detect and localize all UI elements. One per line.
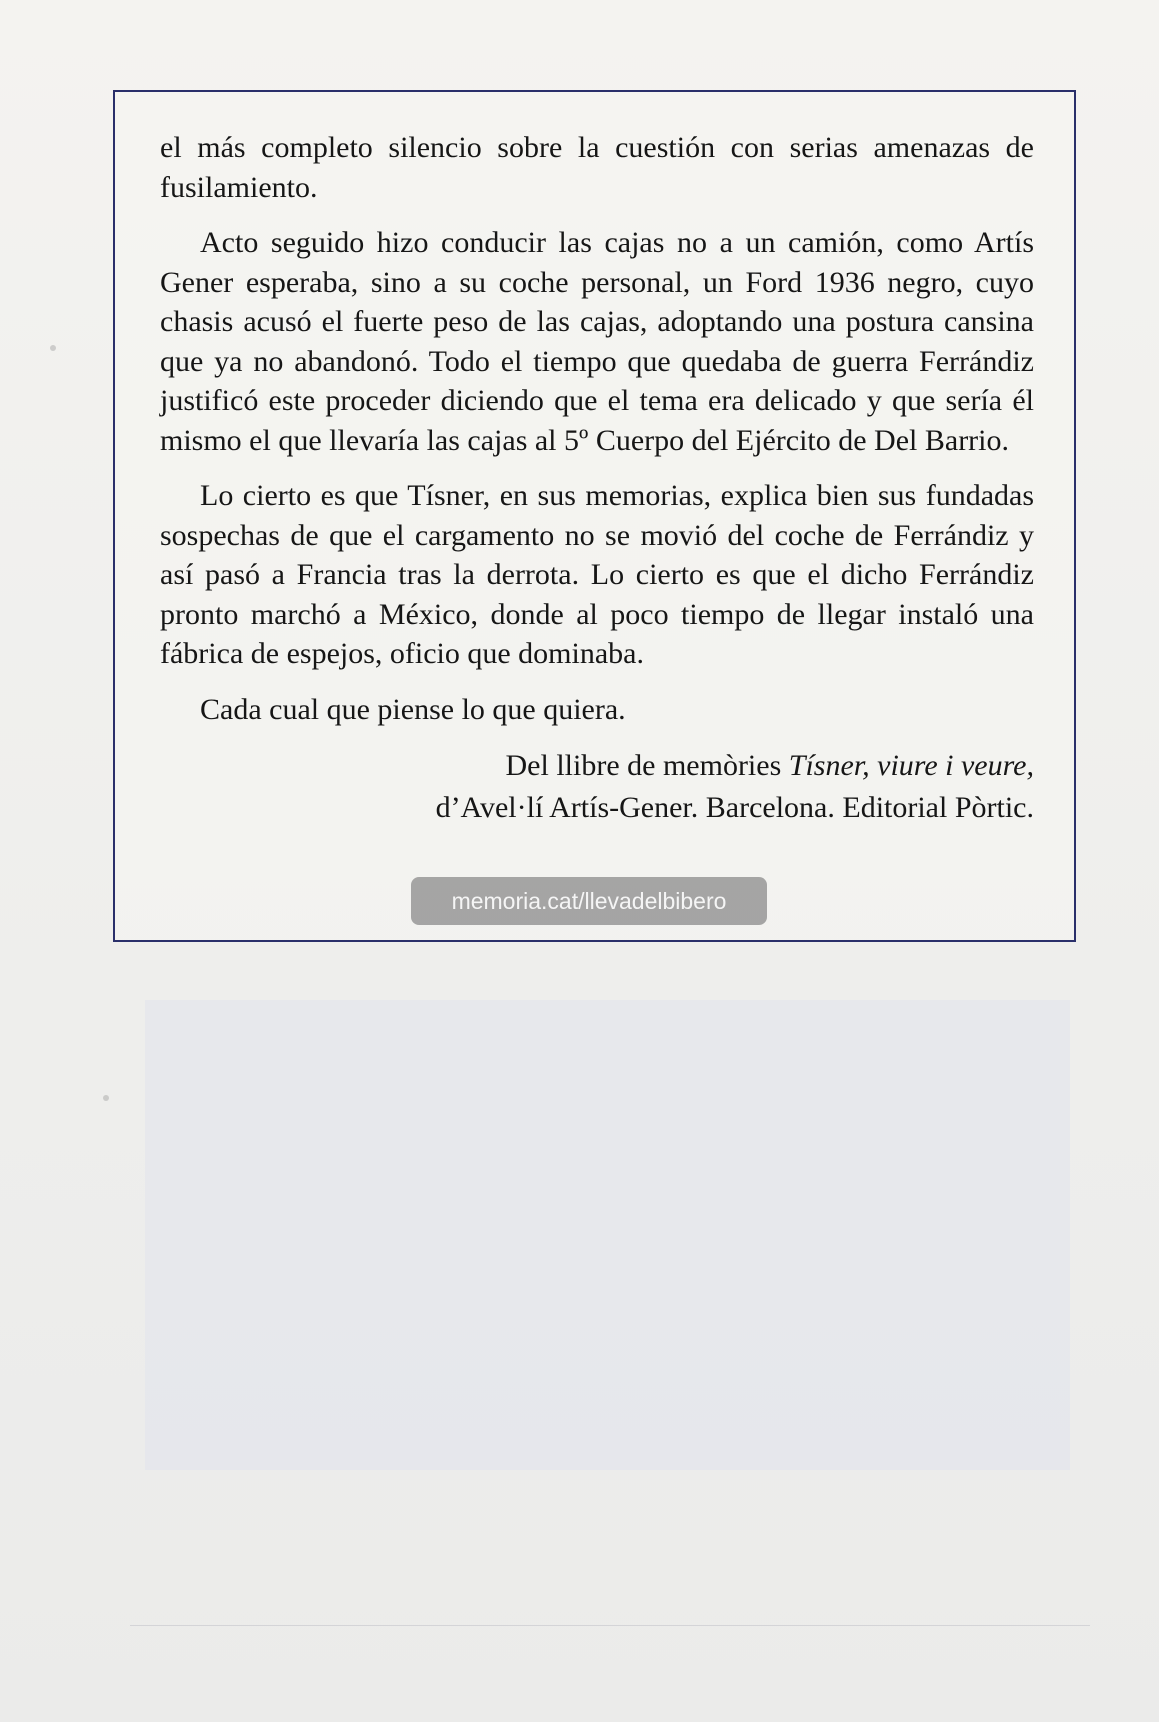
paper-speck bbox=[50, 345, 56, 351]
paragraph-1: el más completo silencio sobre la cuestión con serias amenazas de fusilamiento. bbox=[160, 131, 1034, 204]
source-credit bbox=[160, 745, 1034, 829]
paper-speck bbox=[103, 1095, 109, 1101]
article-body bbox=[160, 128, 1034, 829]
paragraph-3: Lo cierto es que Tísner, en sus memorias, explica bien sus fundadas sospechas de que el cargamento no se movió del coche de Ferrándiz y así pasó a Francia tras la derrota. Lo cierto es que el dicho Ferrándiz pronto marchó a México, donde al poco tiempo de llegar instaló una fábrica de espejos, oficio que dominaba. bbox=[160, 479, 1034, 670]
credit-line-1 bbox=[160, 745, 1034, 787]
credit-prefix: Del llibre de memòries bbox=[505, 749, 789, 782]
watermark-label: memoria.cat/llevadelbibero bbox=[411, 877, 767, 925]
reverse-page-show-through bbox=[145, 1000, 1070, 1470]
paragraph-4: Cada cual que piense lo que quiera. bbox=[200, 692, 626, 726]
book-title: Tísner, viure i veure, bbox=[788, 749, 1034, 782]
page-fold-line bbox=[130, 1625, 1090, 1626]
paragraph-2: Acto seguido hizo conducir las cajas no a un camión, como Artís Gener esperaba, sino a su coche personal, un Ford 1936 negro, cuyo chasis acusó el fuerte peso de las cajas, adoptando una postura cansina que ya no abandonó. Todo el tiempo que quedaba de guerra Ferrándiz justificó este proceder diciendo que el tema era delicado y que sería él mismo el que llevaría las cajas al 5º Cuerpo del Ejército de Del Barrio. bbox=[160, 226, 1034, 457]
credit-line-2: d’Avel·lí Artís-Gener. Barcelona. Editorial Pòrtic. bbox=[435, 791, 1034, 824]
